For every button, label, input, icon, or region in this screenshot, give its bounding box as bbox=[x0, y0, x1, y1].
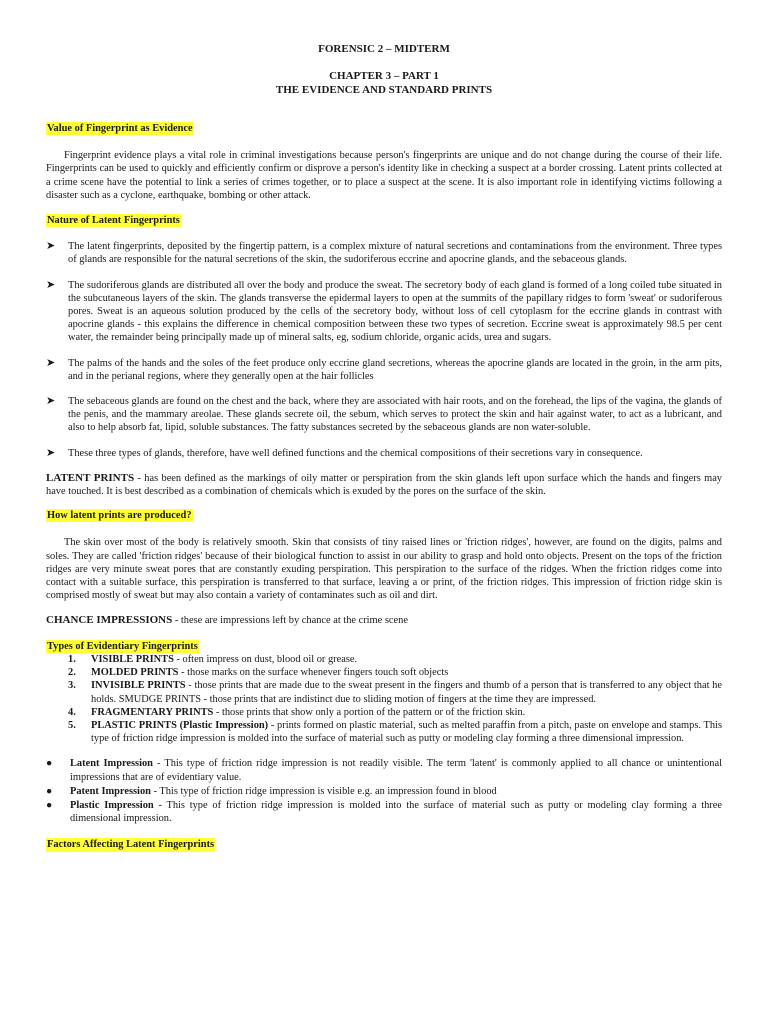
section-heading-nature: Nature of Latent Fingerprints bbox=[47, 215, 180, 227]
nature-section bbox=[46, 214, 722, 227]
list-item: ● Plastic Impression - This type of friction ridge impression is molded into the surface of material such as putty or modeling clay forming a three dimensional impression. bbox=[46, 799, 722, 825]
list-item: 3. INVISIBLE PRINTS - those prints that are made due to the sweat present in the fingers and thumb of a person that is transferred to any object that he holds. SMUDGE PRINTS - those prints that are indistinct due to sliding motion of fingers at the time they are impressed. bbox=[68, 680, 722, 705]
arrow-bullet-icon: ➤ bbox=[46, 240, 56, 253]
list-item: 1. VISIBLE PRINTS - often impress on dust, blood oil or grease. bbox=[68, 653, 358, 665]
how-paragraph: The skin over most of the body is relatively smooth. Skin that consists of tiny raised lines or 'friction ridges', however, are found on the digits, palms and soles. They are called 'friction ridges' because of their biological function to assist in our ability to grasp and hold onto objects. Present on the tops of the friction ridges are very minute sweat pores that are constantly exuding perspiration. This perspiration to the surface of the ridges. When the friction ridges come into contact with a suitable surface, this perspiration is transferred to that surface, leaving a or print, of the friction ridges. This impression of friction ridge skin is comprised mostly of sweat but may also contain a variety of contaminates such as oil and dirt. bbox=[46, 537, 722, 602]
list-item: 2. MOLDED PRINTS - those marks on the surface whenever fingers touch soft objects bbox=[68, 667, 449, 679]
document-page bbox=[46, 40, 722, 852]
types-list bbox=[46, 653, 722, 745]
latent-prints-definition: LATENT PRINTS - has been defined as the markings of oily matter or perspiration from the skin glands left upon surface which the hands and fingers may have touched. It is best described as a combination of chemicals which is exuded by the pores on the surface of the skin. bbox=[46, 471, 723, 498]
list-item: ● Patent Impression - This type of friction ridge impression is visible e.g. an impression found in blood bbox=[46, 785, 497, 797]
arrow-bullet-icon: ➤ bbox=[46, 356, 56, 369]
bullet-item: ➤ The latent fingerprints, deposited by the fingertip pattern, is a complex mixture of natural secretions and contaminations from the environment. Three types of glands are responsible for the natural secretions of the skin, the sudoriferous eccrine and apocrine glands, and the sebaceous glands. bbox=[46, 240, 722, 266]
bullet-item: ➤ The palms of the hands and the soles of the feet produce only eccrine gland secretions, whereas the apocrine glands are located in the groin, in the arm pits, and in the perianal regions, where they generally open at the hair follicles bbox=[46, 356, 722, 382]
chapter-subtitle: THE EVIDENCE AND STANDARD PRINTS bbox=[275, 84, 493, 96]
factors-section bbox=[46, 838, 722, 851]
section-heading-value: Value of Fingerprint as Evidence bbox=[47, 123, 193, 134]
chance-impressions-term: CHANCE IMPRESSIONS bbox=[46, 614, 173, 627]
section-heading-factors: Factors Affecting Latent Fingerprints bbox=[47, 839, 215, 851]
section-heading-types: Types of Evidentiary Fingerprints bbox=[47, 640, 198, 652]
document-title: FORENSIC 2 – MIDTERM bbox=[318, 43, 450, 55]
value-section bbox=[46, 122, 722, 135]
types-section bbox=[46, 640, 722, 653]
how-section bbox=[46, 509, 722, 522]
bullet-dot-icon: ● bbox=[46, 785, 53, 797]
bullet-item: ➤ These three types of glands, therefore, have well defined functions and the chemical compositions of their secretions vary in consequence. bbox=[46, 446, 643, 459]
bullet-dot-icon: ● bbox=[46, 758, 53, 770]
latent-prints-term: LATENT PRINTS bbox=[46, 471, 135, 484]
chance-impressions-definition: CHANCE IMPRESSIONS - these are impressions left by chance at the crime scene bbox=[46, 614, 408, 627]
bullet-item: ➤ The sebaceous glands are found on the chest and the back, where they are associated with hair roots, and on the forehead, the lips of the vagina, the glands of the penis, and the mammary areolae. These glands secrete oil, the sebum, which serves to protect the skin and hair against water, to act as a lubricant, and also to help absorb fat, lipid, soluble substances. The fatty substances secreted by the sebaceous glands are non water-soluble. bbox=[46, 395, 722, 434]
arrow-bullet-icon: ➤ bbox=[46, 446, 56, 459]
section-heading-how: How latent prints are produced? bbox=[47, 510, 192, 522]
list-item: ● Latent Impression - This type of friction ridge impression is not readily visible. The term 'latent' is commonly applied to all chance or unintentional impressions that are of evidentiary value. bbox=[46, 758, 723, 783]
bullet-dot-icon: ● bbox=[46, 799, 53, 811]
arrow-bullet-icon: ➤ bbox=[46, 395, 56, 408]
value-paragraph: Fingerprint evidence plays a vital role in criminal investigations because person's fingerprints are unique and do not change during the course of their life. Fingerprints can be used to quickly and efficiently confirm or disprove a person's identity like in checking a suspect at a border crossing. Latent prints collected at a crime scene have the potential to link a series of crimes together, or to place a suspect at the scene. It is also important role in identifying victims following a disaster such as a cyclone, earthquake, bombing or other attack. bbox=[46, 150, 722, 201]
list-item: 5. PLASTIC PRINTS (Plastic Impression) - prints formed on plastic material, such as melted paraffin from a pitch, paste on envelope and stamps. This type of friction ridge impression is molded into the surface of material such as putty or modeling clay forming a three dimensional impression. bbox=[68, 719, 722, 745]
arrow-bullet-icon: ➤ bbox=[46, 278, 56, 291]
impression-types-list bbox=[46, 757, 722, 825]
bullet-item: ➤ The sudoriferous glands are distributed all over the body and produce the sweat. The secretory body of each gland is formed of a long coiled tube situated in the subcutaneous layers of the skin. The glands transverse the epidermal layers to open at the summits of the papillary ridges to form 'sweat' or sudoriferous pores. Sweat is an aqueous solution produced by the cells of the secretory body, without loss of cell cytoplasm for the eccrine glands in contrast with apocrine glands - this explains the difference in chemical composition between these two types of secretion. Eccrine sweat is approximately 98.5 per cent water, the remainder being principally made up of mineral salts, eg, sodium chloride, organic acids, urea and sugars. bbox=[46, 278, 722, 344]
list-item: 4. FRAGMENTARY PRINTS - those prints that show only a portion of the pattern or of the friction skin. bbox=[68, 706, 526, 718]
chapter-heading: CHAPTER 3 – PART 1 bbox=[329, 70, 439, 82]
